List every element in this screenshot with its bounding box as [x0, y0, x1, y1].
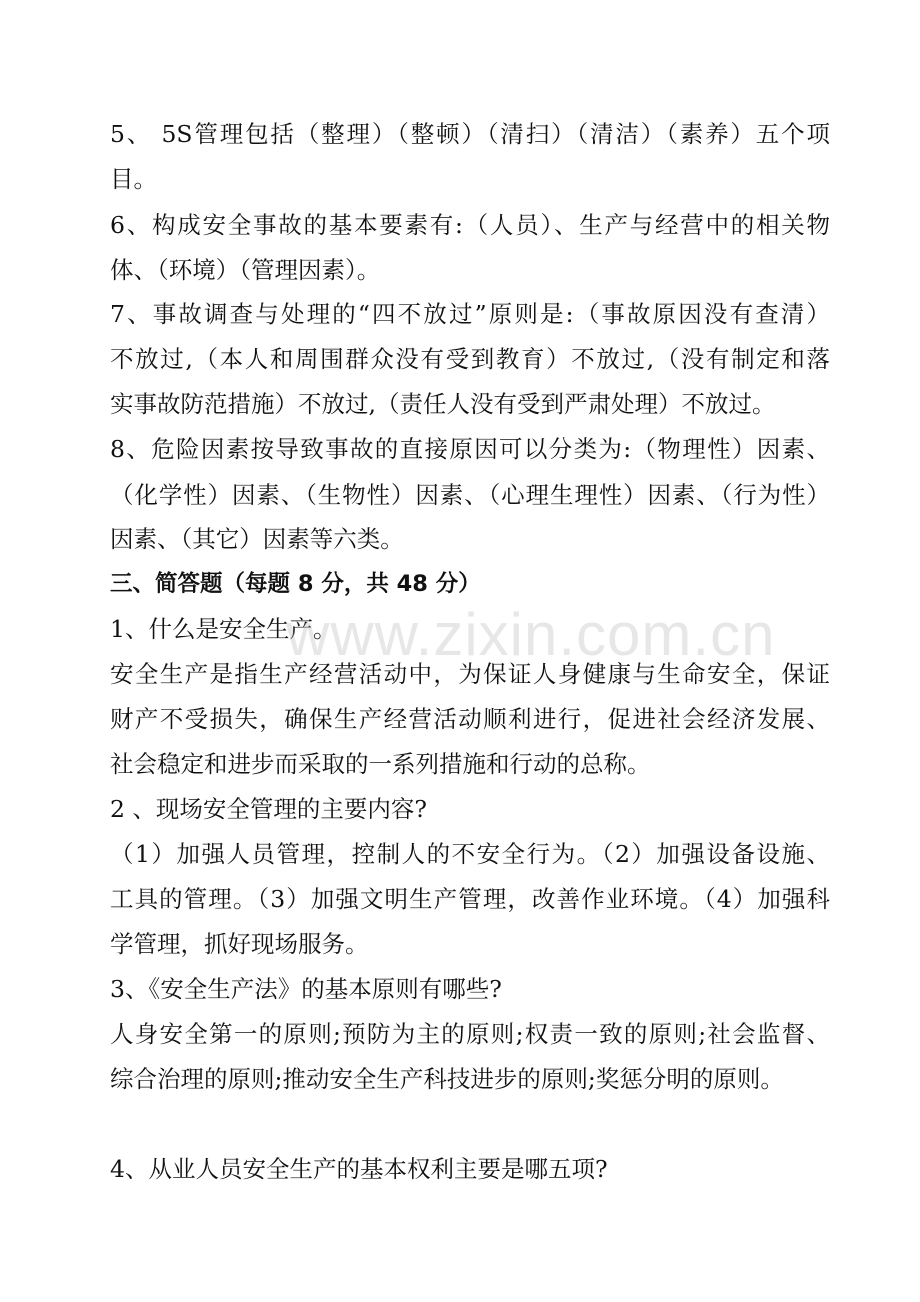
sa4-question: 4、从业人员安全生产的基本权利主要是哪五项? [110, 1155, 608, 1183]
q8-line-2: （化学性）因素、（生物性）因素、（心理生理性）因素、（行为性） [110, 481, 830, 509]
q7-line-3: 实事故防范措施）不放过,（责任人没有受到严肃处理）不放过。 [110, 390, 776, 418]
sa1-answer-line-2: 财产不受损失，确保生产经营活动顺利进行，促进社会经济发展、 [110, 705, 830, 733]
q7-line-2: 不放过,（本人和周围群众没有受到教育）不放过,（没有制定和落 [110, 345, 830, 373]
sa1-answer-line-1: 安全生产是指生产经营活动中，为保证人身健康与生命安全，保证 [110, 660, 830, 688]
sa2-question: 2 、现场安全管理的主要内容? [110, 795, 428, 823]
q8-line-1: 8、危险因素按导致事故的直接原因可以分类为:（物理性）因素、 [110, 435, 830, 463]
sa2-answer-line-3: 学管理，抓好现场服务。 [110, 930, 369, 958]
sa3-answer-line-1: 人身安全第一的原则;预防为主的原则;权责一致的原则;社会监督、 [110, 1020, 830, 1048]
sa1-question: 1、什么是安全生产。 [110, 615, 337, 643]
watermark: www.zixin.com.cn [286, 601, 776, 668]
sa3-answer-line-2: 综合治理的原则;推动安全生产科技进步的原则;奖惩分明的原则。 [110, 1065, 784, 1093]
q8-line-3: 因素、（其它）因素等六类。 [110, 525, 404, 553]
q5-line-1: 5、 5S管理包括（整理）（整顿）（清扫）（清洁）（素养）五个项 [110, 120, 830, 148]
q6-line-2: 体、（环境）（管理因素）。 [110, 256, 381, 284]
sa2-answer-line-2: 工具的管理。（3）加强文明生产管理，改善作业环境。（4）加强科 [110, 885, 830, 913]
section-heading: 三、简答题（每题 8 分，共 48 分） [110, 571, 481, 597]
sa2-answer-line-1: （1）加强人员管理，控制人的不安全行为。（2）加强设备设施、 [110, 840, 830, 868]
q6-line-1: 6、构成安全事故的基本要素有:（人员）、生产与经营中的相关物 [110, 211, 830, 239]
sa1-answer-line-3: 社会稳定和进步而采取的一系列措施和行动的总称。 [110, 750, 651, 778]
sa3-question: 3、《安全生产法》的基本原则有哪些? [110, 975, 502, 1003]
q5-line-2: 目。 [110, 165, 157, 193]
q7-line-1: 7、事故调查与处理的“四不放过”原则是:（事故原因没有查清） [110, 300, 830, 328]
